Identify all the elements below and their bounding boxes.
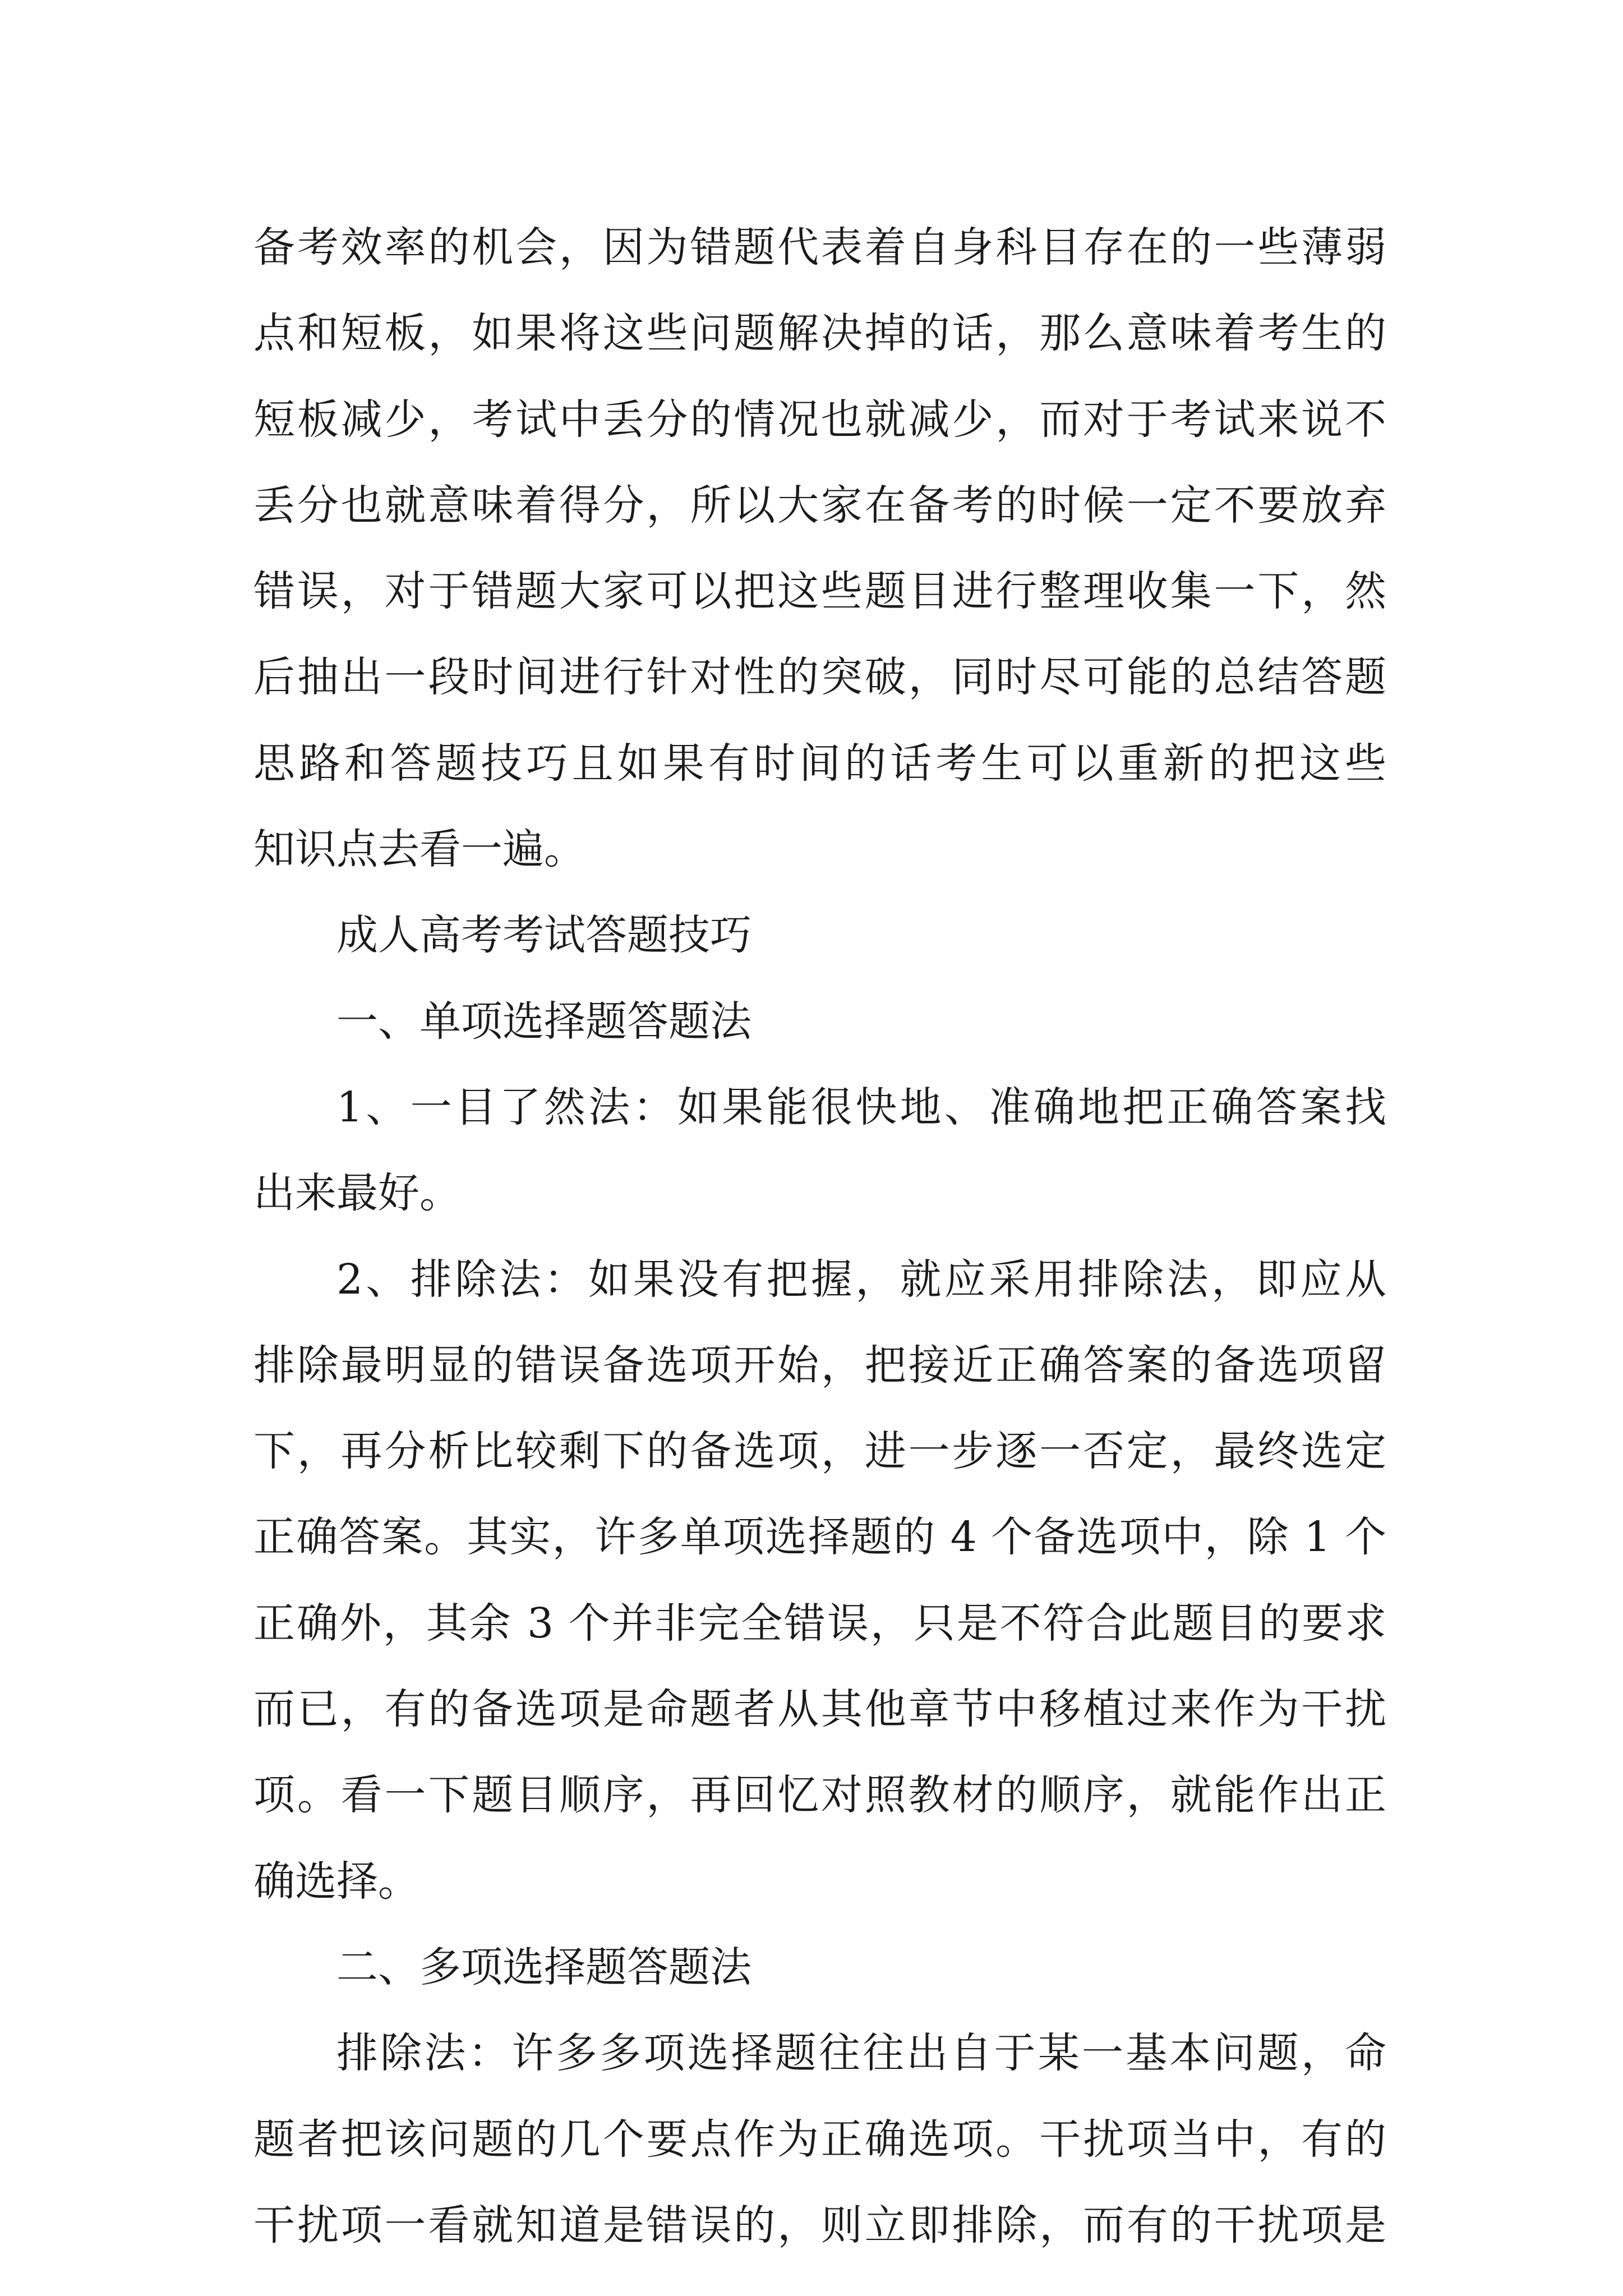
text-line: 正确答案。其实，许多单项选择题的 4 个备选项中，除 1 个: [253, 1513, 1386, 1562]
text-line: 知识点去看一遍。: [253, 825, 585, 874]
text-line: 1、一目了然法：如果能很快地、准确地把正确答案找: [336, 1083, 1386, 1131]
text-line: 成人高考考试答题技巧: [336, 911, 751, 960]
text-line: 确选择。: [253, 1857, 419, 1906]
text-line: 项。看一下题目顺序，再回忆对照教材的顺序，就能作出正: [253, 1771, 1386, 1820]
text-line: 2、排除法：如果没有把握，就应采用排除法，即应从: [336, 1255, 1386, 1304]
text-line: 短板减少，考试中丢分的情况也就减少，而对于考试来说不: [253, 395, 1386, 444]
text-line: 排除法：许多多项选择题往往出自于某一基本问题，命: [336, 2029, 1386, 2078]
text-line: 后抽出一段时间进行针对性的突破，同时尽可能的总结答题: [253, 653, 1386, 702]
text-line: 正确外，其余 3 个并非完全错误，只是不符合此题目的要求: [253, 1599, 1386, 1648]
text-line: 点和短板，如果将这些问题解决掉的话，那么意味着考生的: [253, 309, 1386, 358]
text-line: 丢分也就意味着得分，所以大家在备考的时候一定不要放弃: [253, 481, 1386, 530]
text-line: 思路和答题技巧且如果有时间的话考生可以重新的把这些: [253, 739, 1386, 788]
text-line: 一、单项选择题答题法: [336, 997, 751, 1046]
text-line: 出来最好。: [253, 1169, 461, 1218]
body-text: [253, 205, 1386, 2269]
text-line: 排除最明显的错误备选项开始，把接近正确答案的备选项留: [253, 1341, 1386, 1389]
text-line: 错误，对于错题大家可以把这些题目进行整理收集一下，然: [253, 567, 1386, 616]
text-line: 备考效率的机会，因为错题代表着自身科目存在的一些薄弱: [253, 223, 1386, 272]
text-line: 干扰项一看就知道是错误的，则立即排除，而有的干扰项是: [253, 2201, 1386, 2249]
text-line: 二、多项选择题答题法: [336, 1943, 751, 1991]
text-line: 下，再分析比较剩下的备选项，进一步逐一否定，最终选定: [253, 1427, 1386, 1476]
text-line: 而已，有的备选项是命题者从其他章节中移植过来作为干扰: [253, 1685, 1386, 1734]
text-line: 题者把该问题的几个要点作为正确选项。干扰项当中，有的: [253, 2115, 1386, 2164]
